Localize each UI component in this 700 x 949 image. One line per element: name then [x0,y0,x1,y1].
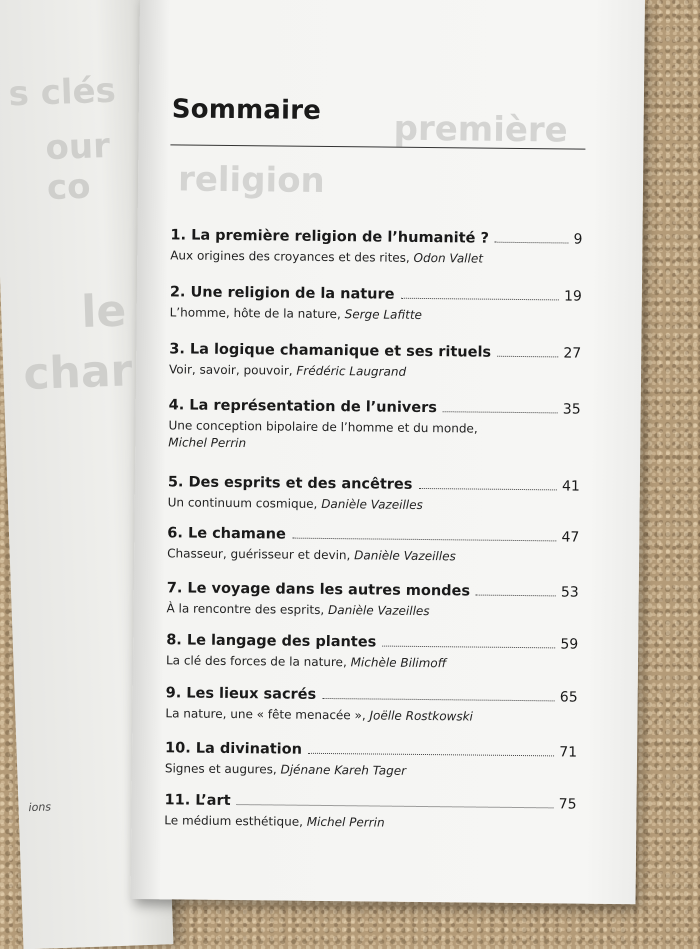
entry-author: Michèle Bilimoff [350,655,447,671]
entry-author: Danièle Vazeilles [321,496,423,512]
dot-leader [497,356,558,358]
entry-page-number: 35 [562,401,581,418]
toc-entry-5[interactable] [168,474,580,515]
toc-entry-11[interactable] [164,792,576,833]
toc-entry-6[interactable] [167,525,579,566]
entry-subtitle: L’homme, hôte de la nature, [169,305,345,322]
toc-entry-2[interactable] [170,284,582,325]
dot-leader [495,242,569,244]
entry-subtitle: La nature, une « fête menacée », [165,706,370,723]
show-through-text: char [22,345,134,401]
entry-author: Serge Lafitte [344,307,423,322]
dot-leader [292,538,557,542]
page-title: Sommaire [171,94,322,126]
toc-entry-10[interactable] [165,740,577,781]
entry-page-number: 53 [560,584,579,601]
entry-title: 8. Le langage des plantes [166,632,377,651]
left-page-footer: ions [28,800,52,815]
entry-subtitle: Signes et augures, [164,761,281,777]
toc-entry-1[interactable] [170,227,582,268]
dot-leader [237,804,554,808]
entry-page-number: 71 [559,744,578,761]
dot-leader [418,488,557,490]
entry-author: Michel Perrin [168,435,247,451]
dot-leader [322,698,555,701]
entry-subtitle: Aux origines des croyances et des rites, [170,248,414,265]
entry-title: 9. Les lieux sacrés [165,685,317,703]
dot-leader [308,753,554,757]
entry-page-number: 27 [563,345,582,362]
toc-entry-4[interactable] [168,397,581,455]
dot-leader [476,595,556,597]
entry-title: 6. Le chamane [167,525,286,543]
entry-author: Michel Perrin [306,814,385,830]
entry-page-number: 47 [561,529,580,546]
entry-subtitle: Le médium esthétique, [164,813,307,829]
show-through-text: le [80,285,128,338]
entry-title: 11. L’art [164,792,231,809]
toc-entry-8[interactable] [166,632,578,673]
toc-entry-7[interactable] [166,580,578,621]
entry-title: 4. La représentation de l’univers [168,397,437,417]
entry-subtitle: Un continuum cosmique, [167,495,322,511]
entry-page-number: 75 [558,796,577,813]
entry-author: Danièle Vazeilles [327,603,430,619]
table-of-contents [164,227,583,830]
dot-leader [443,411,558,413]
entry-author: Joëlle Rostkowski [369,708,473,724]
entry-title: 5. Des esprits et des ancêtres [167,474,413,493]
entry-title: 10. La divination [165,740,303,758]
entry-subtitle: La clé des forces de la nature, [165,653,351,670]
entry-page-number: 41 [561,478,580,495]
entry-title: 3. La logique chamanique et ses rituels [169,341,492,361]
dot-leader [382,646,555,649]
show-through-text: our co [44,125,111,209]
entry-page-number: 19 [563,288,582,305]
entry-author: Djénane Kareh Tager [280,762,407,778]
entry-title: 2. Une religion de la nature [169,284,395,303]
entry-title: 7. Le voyage dans les autres mondes [166,580,471,600]
entry-title: 1. La première religion de l’humanité ? [170,227,489,247]
toc-entry-9[interactable] [165,685,577,726]
toc-entry-3[interactable] [169,341,581,382]
right-page [131,0,645,904]
dot-leader [400,298,559,301]
entry-page-number: 65 [559,689,578,706]
entry-author: Frédéric Laugrand [296,363,407,379]
entry-page-number: 59 [560,636,579,653]
show-through-text: première [393,108,568,151]
entry-subtitle: Une conception bipolaire de l’homme et du monde, [168,418,478,436]
entry-author: Odon Vallet [413,250,484,266]
entry-subtitle: À la rencontre des esprits, [166,601,329,618]
entry-page-number: 9 [573,231,583,248]
entry-subtitle: Chasseur, guérisseur et devin, [167,546,355,563]
show-through-text: religion [177,159,325,201]
entry-subtitle: Voir, savoir, pouvoir, [168,362,297,378]
show-through-text: s clés [7,70,117,115]
entry-author: Danièle Vazeilles [354,548,456,564]
